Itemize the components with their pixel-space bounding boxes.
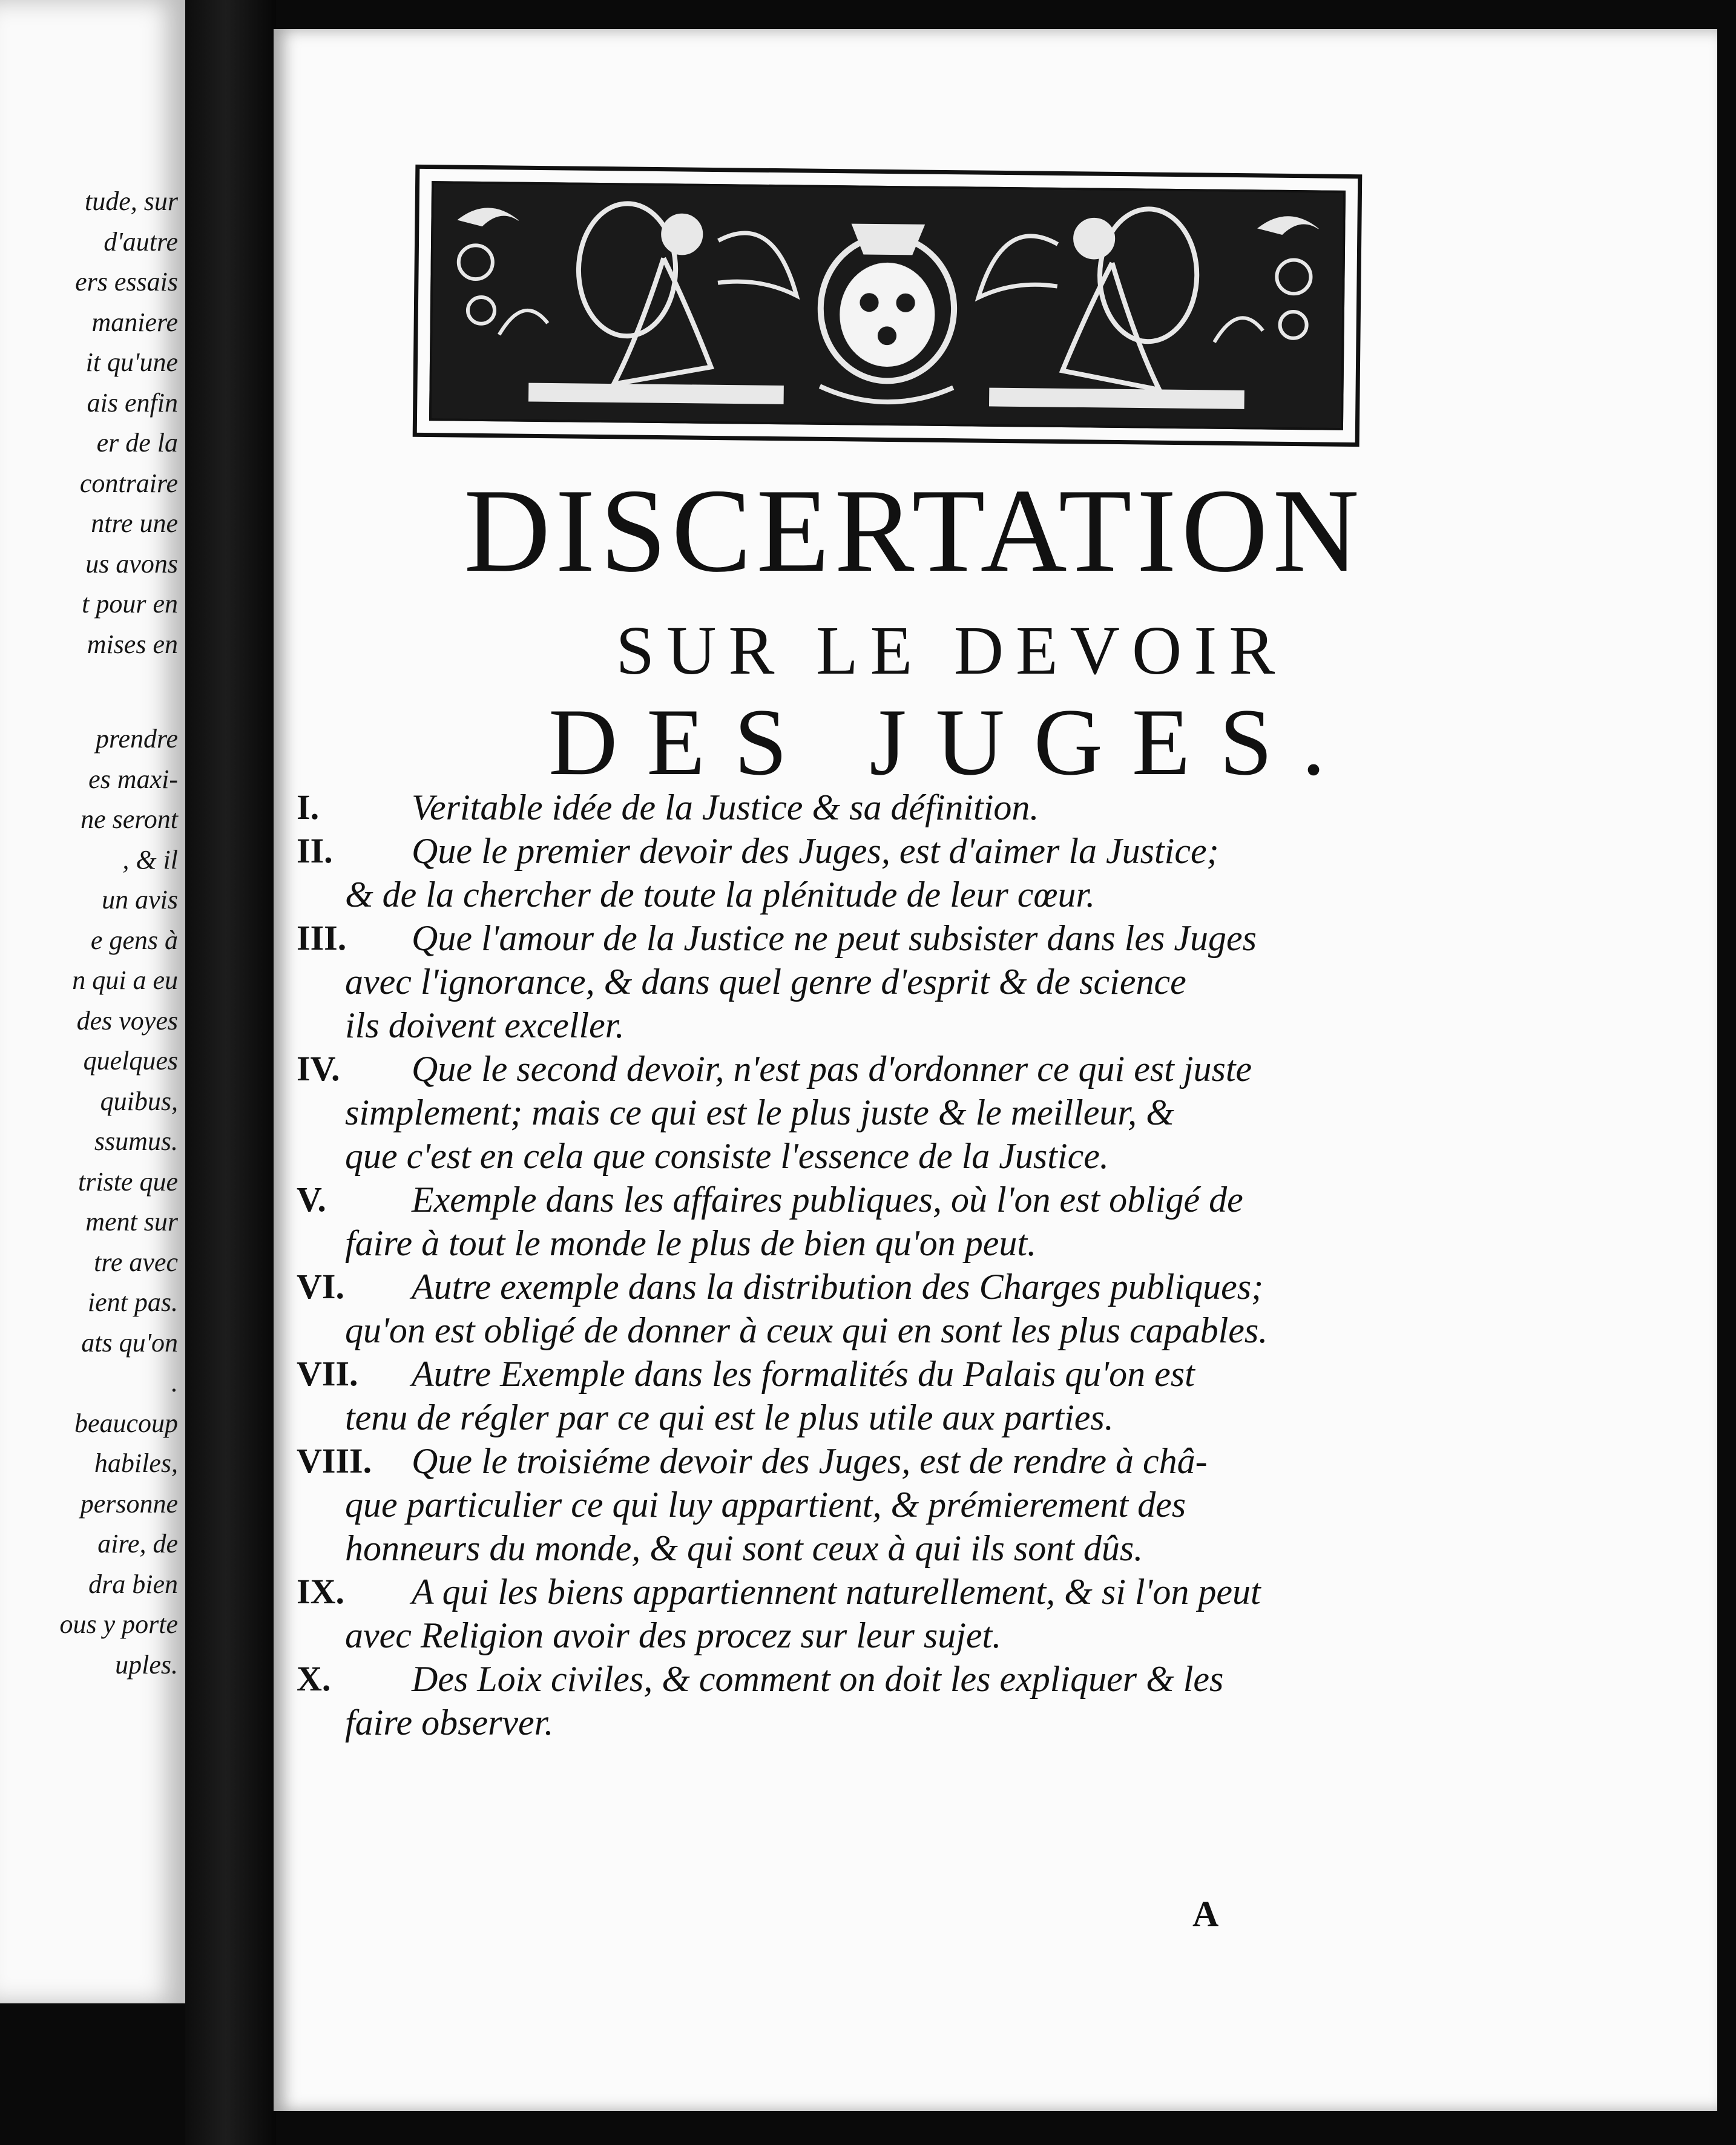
left-page-line: prendre xyxy=(95,724,178,754)
toc-entry-line: avec l'ignorance, & dans quel genre d'esprit & de science xyxy=(345,962,1186,1002)
left-page-line: n qui a eu xyxy=(72,965,178,995)
toc-entry xyxy=(297,1570,1507,1657)
left-page-line: ne seront xyxy=(81,804,178,834)
toc-entry-line: Que le troisiéme devoir des Juges, est de rendre à châ- xyxy=(412,1441,1208,1481)
left-page-line: tude, sur xyxy=(85,186,178,216)
left-page-line: ers essais xyxy=(75,267,178,297)
toc-entry-line: faire observer. xyxy=(345,1703,554,1743)
toc-entry-line: Exemple dans les affaires publiques, où l'on est obligé de xyxy=(412,1180,1243,1220)
left-page-line: e gens à xyxy=(90,925,178,955)
toc-entry-number: X. xyxy=(297,1659,331,1698)
previous-page-fragment xyxy=(0,0,185,2003)
left-page-line: mises en xyxy=(87,629,178,659)
left-page-line: personne xyxy=(80,1488,178,1519)
left-page-line: ntre une xyxy=(91,508,178,538)
page-subtitle: SUR LE DEVOIR xyxy=(616,612,1287,689)
toc-entry-number: V. xyxy=(297,1180,326,1219)
left-page-line: quibus, xyxy=(100,1086,178,1116)
headpiece-ornament-image xyxy=(432,183,1343,428)
left-page-line: dra bien xyxy=(88,1569,178,1599)
left-page-line: habiles, xyxy=(94,1448,178,1478)
toc-entry xyxy=(297,1047,1507,1178)
left-page-line: t pour en xyxy=(82,589,178,619)
left-page-line: ais enfin xyxy=(87,387,178,418)
table-of-contents xyxy=(297,786,1507,1744)
left-page-line xyxy=(2,665,178,719)
toc-entry xyxy=(297,1265,1507,1352)
left-page-line: us avons xyxy=(85,548,178,579)
left-page-line: un avis xyxy=(102,885,178,915)
toc-entry-line: A qui les biens appartiennent naturellement, & si l'on peut xyxy=(412,1572,1261,1612)
toc-entry-number: VII. xyxy=(297,1354,358,1393)
left-page-line: aire, de xyxy=(97,1529,178,1559)
catchword: A xyxy=(1192,1894,1219,1934)
toc-entry-line: honneurs du monde, & qui sont ceux à qui ils sont dûs. xyxy=(345,1528,1143,1568)
toc-entry xyxy=(297,916,1507,1047)
left-page-line: ient pas. xyxy=(87,1287,178,1317)
toc-entry-line: & de la chercher de toute la plénitude de leur cœur. xyxy=(345,875,1096,915)
toc-entry xyxy=(297,829,1507,916)
toc-entry-line: Des Loix civiles, & comment on doit les expliquer & les xyxy=(412,1659,1224,1699)
toc-entry-line: que c'est en cela que consiste l'essence de la Justice. xyxy=(345,1136,1109,1176)
left-page-line: triste que xyxy=(78,1166,178,1197)
toc-entry xyxy=(297,786,1507,829)
left-page-line: tre avec xyxy=(94,1247,178,1277)
toc-entry-line: tenu de régler par ce qui est le plus utile aux parties. xyxy=(345,1398,1114,1437)
left-page-line: ous y porte xyxy=(59,1609,178,1639)
left-page-line: er de la xyxy=(96,428,178,458)
left-page-line: beaucoup xyxy=(74,1408,178,1438)
toc-entry-number: II. xyxy=(297,831,333,870)
book-gutter xyxy=(185,0,276,2145)
toc-entry-number: VI. xyxy=(297,1267,344,1306)
toc-entry-line: que particulier ce qui luy appartient, & prémierement des xyxy=(345,1485,1186,1525)
left-page-line: ats qu'on xyxy=(81,1327,178,1358)
left-page-line: ssumus. xyxy=(94,1126,178,1156)
left-page-line: . xyxy=(171,1368,178,1398)
left-page-line: es maxi- xyxy=(88,764,178,794)
left-page-line: quelques xyxy=(83,1046,178,1076)
toc-entry-number: III. xyxy=(297,918,347,958)
toc-entry-line: simplement; mais ce qui est le plus juste & le meilleur, & xyxy=(345,1092,1174,1132)
toc-entry xyxy=(297,1178,1507,1265)
toc-entry-number: IX. xyxy=(297,1572,344,1611)
toc-entry-line: ils doivent exceller. xyxy=(345,1005,625,1045)
left-page-line: contraire xyxy=(79,468,178,498)
decorative-headpiece xyxy=(413,165,1363,447)
toc-entry-line: Autre Exemple dans les formalités du Palais qu'on est xyxy=(412,1354,1195,1394)
page-title: DISCERTATION xyxy=(464,464,1364,597)
left-page-line: , & il xyxy=(122,844,178,875)
toc-entry-line: Autre exemple dans la distribution des Charges publiques; xyxy=(412,1267,1264,1307)
toc-entry-line: qu'on est obligé de donner à ceux qui en sont les plus capables. xyxy=(345,1310,1268,1350)
book-page xyxy=(274,29,1717,2111)
previous-page-text xyxy=(2,182,178,1685)
toc-entry-number: I. xyxy=(297,787,320,827)
left-page-line: des voyes xyxy=(76,1005,178,1036)
toc-entry-line: Que l'amour de la Justice ne peut subsister dans les Juges xyxy=(412,918,1257,958)
left-page-line: ment sur xyxy=(85,1207,178,1237)
toc-entry-line: Veritable idée de la Justice & sa définition. xyxy=(412,787,1039,827)
toc-entry-number: IV. xyxy=(297,1049,340,1088)
left-page-line: it qu'une xyxy=(85,347,178,377)
toc-entry xyxy=(297,1439,1507,1570)
toc-entry xyxy=(297,1657,1507,1744)
page-subtitle-juges: DES JUGES. xyxy=(548,689,1355,795)
left-page-line: maniere xyxy=(91,307,178,337)
left-page-line: d'autre xyxy=(104,226,178,257)
left-page-line: uples. xyxy=(115,1649,178,1680)
toc-entry xyxy=(297,1352,1507,1439)
toc-entry-line: Que le premier devoir des Juges, est d'aimer la Justice; xyxy=(412,831,1219,871)
toc-entry-line: faire à tout le monde le plus de bien qu'on peut. xyxy=(345,1223,1037,1263)
toc-entry-line: Que le second devoir, n'est pas d'ordonner ce qui est juste xyxy=(412,1049,1252,1089)
toc-entry-number: VIII. xyxy=(297,1441,372,1480)
toc-entry-line: avec Religion avoir des procez sur leur sujet. xyxy=(345,1615,1002,1655)
